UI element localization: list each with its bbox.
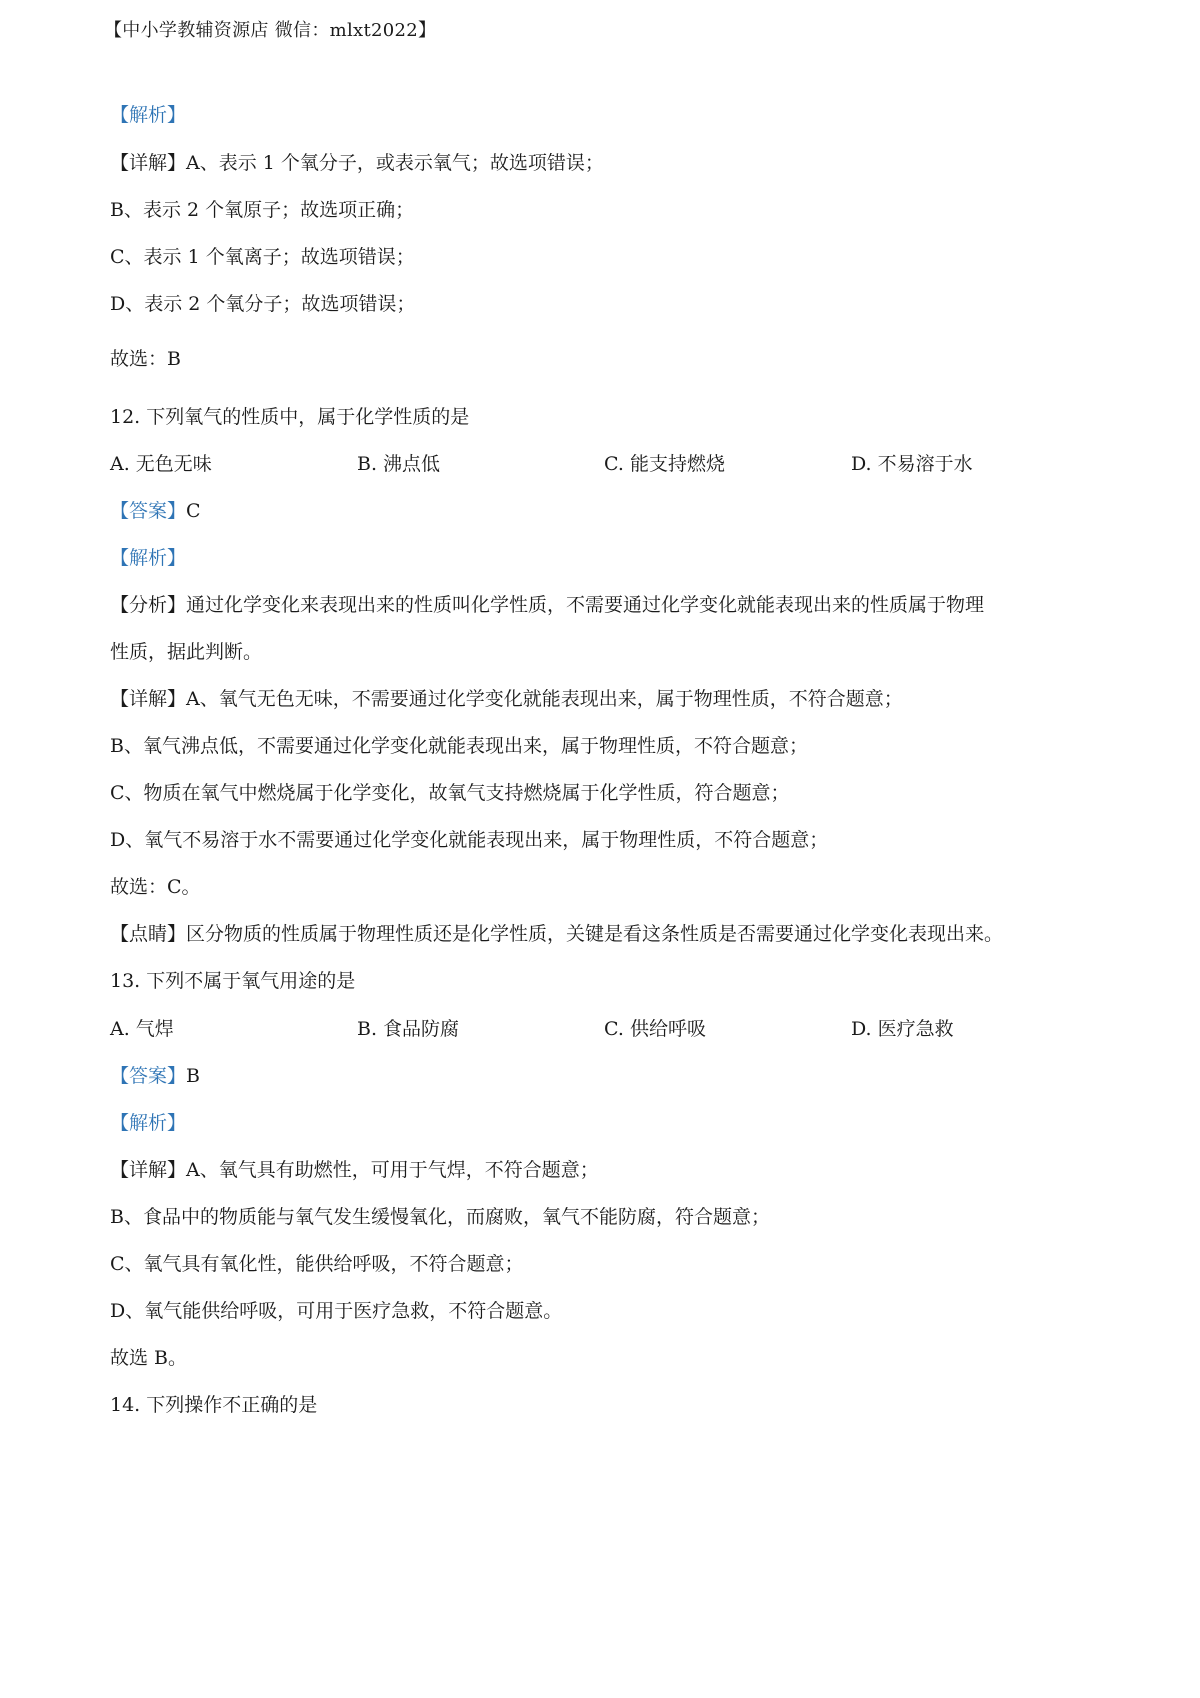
q11-detail-d: D、表示 2 个氧分子；故选项错误； (110, 293, 416, 315)
q13-option-b: B. 食品防腐 (357, 1018, 460, 1040)
q12-analysis-line2: 性质，据此判断。 (110, 641, 263, 663)
q12-detail-prefix: 【详解】 (110, 688, 187, 710)
q12-detail-b: B、氧气沸点低，不需要通过化学变化就能表现出来，属于物理性质，不符合题意； (110, 735, 808, 757)
q12-conclusion: 故选：C。 (110, 876, 201, 898)
q12-detail-a (110, 686, 903, 712)
q12-option-c: C. 能支持燃烧 (604, 453, 725, 475)
q12-options (110, 451, 1110, 477)
page-header: 【中小学教辅资源店 微信：mlxt2022】 (104, 20, 437, 41)
q13-option-a: A. 气焊 (110, 1018, 174, 1040)
q13-detail-d: D、氧气能供给呼吸，可用于医疗急救，不符合题意。 (110, 1300, 563, 1322)
q12-option-d: D. 不易溶于水 (851, 453, 973, 475)
q13-jiexi-tag: 【解析】 (110, 1112, 187, 1134)
q11-conclusion: 故选：B (110, 348, 181, 370)
q13-detail-c: C、氧气具有氧化性，能供给呼吸，不符合题意； (110, 1253, 524, 1275)
q13-answer-tag: 【答案】 (110, 1065, 187, 1087)
q13-option-c: C. 供给呼吸 (604, 1018, 706, 1040)
q11-detail-a (110, 150, 604, 176)
q12-detail-a-text: A、氧气无色无味，不需要通过化学变化就能表现出来，属于物理性质，不符合题意； (186, 688, 903, 710)
q12-analysis-text: 通过化学变化来表现出来的性质叫化学性质，不需要通过化学变化就能表现出来的性质属于物理 (186, 594, 985, 616)
q11-jiexi-tag: 【解析】 (110, 104, 187, 126)
q13-detail-a (110, 1157, 599, 1183)
q14-question: 14. 下列操作不正确的是 (110, 1394, 318, 1416)
q12-question: 12. 下列氧气的性质中，属于化学性质的是 (110, 406, 470, 428)
q12-analysis-line1 (110, 592, 984, 618)
q13-conclusion: 故选 B。 (110, 1347, 188, 1369)
q13-answer-value: B (186, 1065, 200, 1087)
q12-answer-tag: 【答案】 (110, 500, 187, 522)
q12-note-prefix: 【点睛】 (110, 923, 187, 945)
q11-detail-a-text: A、表示 1 个氧分子，或表示氧气；故选项错误； (186, 152, 604, 174)
q12-note-text: 区分物质的性质属于物理性质还是化学性质，关键是看这条性质是否需要通过化学变化表现出来。 (186, 923, 1004, 945)
q13-detail-prefix: 【详解】 (110, 1159, 187, 1181)
q13-answer (110, 1063, 200, 1089)
q12-detail-c: C、物质在氧气中燃烧属于化学变化，故氧气支持燃烧属于化学性质，符合题意； (110, 782, 790, 804)
q12-jiexi-tag: 【解析】 (110, 547, 187, 569)
q12-detail-d: D、氧气不易溶于水不需要通过化学变化就能表现出来，属于物理性质，不符合题意； (110, 829, 829, 851)
q12-note (110, 921, 1003, 947)
q12-answer (110, 498, 201, 524)
q13-options (110, 1016, 1110, 1042)
q11-detail-c: C、表示 1 个氧离子；故选项错误； (110, 246, 415, 268)
q12-option-a: A. 无色无味 (110, 453, 212, 475)
q12-answer-value: C (186, 500, 201, 522)
q12-analysis-prefix: 【分析】 (110, 594, 187, 616)
q13-detail-b: B、食品中的物质能与氧气发生缓慢氧化，而腐败，氧气不能防腐，符合题意； (110, 1206, 770, 1228)
q13-question: 13. 下列不属于氧气用途的是 (110, 970, 356, 992)
q11-detail-b: B、表示 2 个氧原子；故选项正确； (110, 199, 415, 221)
q13-detail-a-text: A、氧气具有助燃性，可用于气焊，不符合题意； (186, 1159, 599, 1181)
q13-option-d: D. 医疗急救 (851, 1018, 954, 1040)
q12-option-b: B. 沸点低 (357, 453, 441, 475)
q11-detail-prefix: 【详解】 (110, 152, 187, 174)
